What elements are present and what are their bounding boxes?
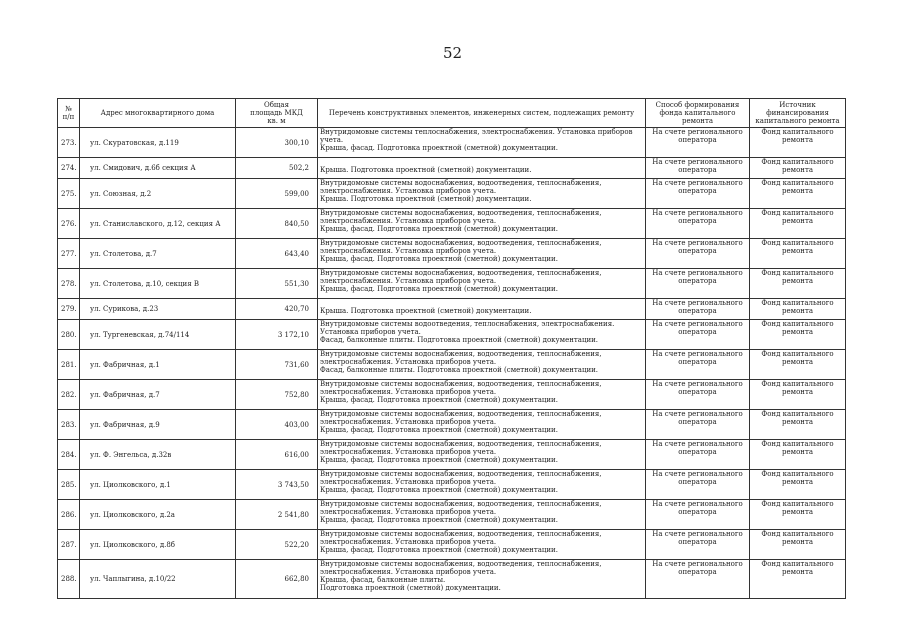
- row-area: 662,80: [236, 560, 318, 599]
- row-method-line: На счете регионального: [652, 179, 743, 187]
- header-line: Общая: [263, 101, 290, 109]
- row-works-line: электроснабжения. Установка приборов учета.: [320, 478, 497, 486]
- header-line: Перечень конструктивных элементов, инженерных систем, подлежащих ремонту: [328, 109, 635, 117]
- row-method-line: оператора: [678, 448, 717, 456]
- row-method: [646, 530, 750, 560]
- row-source: [750, 410, 846, 440]
- header-source: [750, 99, 846, 128]
- row-area: 420,70: [236, 299, 318, 320]
- row-address: ул. Циолковского, д.2а: [80, 500, 236, 530]
- row-source-line: ремонта: [782, 307, 813, 315]
- header-line: площадь МКД: [250, 109, 303, 117]
- row-works: [318, 269, 646, 299]
- row-method-line: оператора: [678, 328, 717, 336]
- row-address: ул. Столетова, д.10, секция В: [80, 269, 236, 299]
- row-address: ул. Фабричная, д.1: [80, 350, 236, 380]
- row-works-line: электроснабжения. Установка приборов учета.: [320, 358, 497, 366]
- row-number: 275.: [58, 179, 80, 209]
- table-row: [58, 269, 846, 299]
- row-works-line: Крыша, фасад. Подготовка проектной (сметной) документации.: [320, 225, 558, 233]
- row-works-line: Внутридомовые системы водоснабжения, водоотведения, теплоснабжения,: [320, 500, 602, 508]
- row-number: 285.: [58, 470, 80, 500]
- row-number: 278.: [58, 269, 80, 299]
- row-works: [318, 158, 646, 179]
- row-area: 752,80: [236, 380, 318, 410]
- row-method-line: оператора: [678, 478, 717, 486]
- row-source-line: ремонта: [782, 187, 813, 195]
- row-works: [318, 239, 646, 269]
- row-method-line: На счете регионального: [652, 410, 743, 418]
- row-address: ул. Сурикова, д.23: [80, 299, 236, 320]
- row-works: [318, 128, 646, 158]
- row-method-line: На счете регионального: [652, 269, 743, 277]
- row-address: ул. Циолковского, д.1: [80, 470, 236, 500]
- row-number: 277.: [58, 239, 80, 269]
- row-source: [750, 269, 846, 299]
- row-method-line: оператора: [678, 166, 717, 174]
- row-source: [750, 380, 846, 410]
- row-method-line: На счете регионального: [652, 128, 743, 136]
- row-works-line: Подготовка проектной (сметной) документации.: [320, 584, 501, 592]
- row-source-line: Фонд капитального: [761, 320, 834, 328]
- row-source-line: ремонта: [782, 166, 813, 174]
- row-source-line: ремонта: [782, 538, 813, 546]
- row-source-line: Фонд капитального: [761, 410, 834, 418]
- header-line: Способ формирования: [655, 101, 740, 109]
- row-works-line: электроснабжения. Установка приборов учета.: [320, 277, 497, 285]
- table-row: [58, 380, 846, 410]
- table-row: [58, 179, 846, 209]
- row-area: 616,00: [236, 440, 318, 470]
- table-row: [58, 158, 846, 179]
- header-line: кв. м: [267, 117, 286, 125]
- header-method: [646, 99, 750, 128]
- row-number: 281.: [58, 350, 80, 380]
- row-works-line: Внутридомовые системы водоснабжения, водоотведения, теплоснабжения,: [320, 410, 602, 418]
- table-row: [58, 470, 846, 500]
- header-line: Адрес многоквартирного дома: [100, 109, 215, 117]
- row-method-line: оператора: [678, 508, 717, 516]
- repair-program-table-wrap: [57, 98, 845, 599]
- row-method: [646, 158, 750, 179]
- row-method-line: На счете регионального: [652, 350, 743, 358]
- row-method: [646, 299, 750, 320]
- row-works: [318, 410, 646, 440]
- row-works-line: Внутридомовые системы водоснабжения, водоотведения, теплоснабжения,: [320, 179, 602, 187]
- row-method-line: оператора: [678, 358, 717, 366]
- row-works-line: Крыша. Подготовка проектной (сметной) документации.: [320, 307, 532, 315]
- table-row: [58, 128, 846, 158]
- table-row: [58, 299, 846, 320]
- row-source-line: ремонта: [782, 136, 813, 144]
- page-number: 52: [442, 44, 463, 62]
- row-source-line: ремонта: [782, 277, 813, 285]
- table-row: [58, 350, 846, 380]
- row-source: [750, 440, 846, 470]
- row-works-line: Внутридомовые системы теплоснабжения, электроснабжения. Установка приборов: [320, 128, 633, 136]
- row-method: [646, 209, 750, 239]
- row-works: [318, 320, 646, 350]
- row-method-line: оператора: [678, 568, 717, 576]
- row-source-line: Фонд капитального: [761, 380, 834, 388]
- row-works: [318, 470, 646, 500]
- row-area: 551,30: [236, 269, 318, 299]
- row-source: [750, 158, 846, 179]
- row-source-line: ремонта: [782, 388, 813, 396]
- row-address: ул. Союзная, д.2: [80, 179, 236, 209]
- row-number: 287.: [58, 530, 80, 560]
- table-header: [58, 99, 846, 128]
- row-method: [646, 239, 750, 269]
- row-method-line: На счете регионального: [652, 239, 743, 247]
- row-method-line: На счете регионального: [652, 380, 743, 388]
- row-method-line: оператора: [678, 388, 717, 396]
- row-works-line: Крыша, фасад. Подготовка проектной (сметной) документации.: [320, 285, 558, 293]
- row-method: [646, 410, 750, 440]
- row-source: [750, 530, 846, 560]
- table-row: [58, 209, 846, 239]
- row-works-line: Крыша. Подготовка проектной (сметной) документации.: [320, 166, 532, 174]
- row-source-line: ремонта: [782, 358, 813, 366]
- row-address: ул. Станиславского, д.12, секция А: [80, 209, 236, 239]
- row-number: 280.: [58, 320, 80, 350]
- row-works-line: электроснабжения. Установка приборов учета.: [320, 538, 497, 546]
- row-method-line: На счете регионального: [652, 158, 743, 166]
- row-address: ул. Столетова, д.7: [80, 239, 236, 269]
- row-source-line: ремонта: [782, 418, 813, 426]
- row-method: [646, 440, 750, 470]
- row-method-line: На счете регионального: [652, 500, 743, 508]
- row-area: 731,60: [236, 350, 318, 380]
- table-row: [58, 410, 846, 440]
- row-works-line: Внутридомовые системы водоснабжения, водоотведения, теплоснабжения,: [320, 530, 602, 538]
- table-row: [58, 440, 846, 470]
- row-method-line: оператора: [678, 538, 717, 546]
- row-number: 274.: [58, 158, 80, 179]
- row-method-line: оператора: [678, 217, 717, 225]
- row-works-line: электроснабжения. Установка приборов учета.: [320, 568, 497, 576]
- row-source-line: ремонта: [782, 247, 813, 255]
- row-works-line: Крыша. Подготовка проектной (сметной) документации.: [320, 195, 532, 203]
- header-address: [80, 99, 236, 128]
- row-method-line: На счете регионального: [652, 560, 743, 568]
- row-method-line: оператора: [678, 136, 717, 144]
- header-area: [236, 99, 318, 128]
- row-works-line: электроснабжения. Установка приборов учета.: [320, 418, 497, 426]
- row-works: [318, 299, 646, 320]
- row-source-line: ремонта: [782, 478, 813, 486]
- row-works-line: Крыша, фасад. Подготовка проектной (сметной) документации.: [320, 456, 558, 464]
- row-source-line: Фонд капитального: [761, 530, 834, 538]
- row-address: ул. Фабричная, д.9: [80, 410, 236, 440]
- row-works: [318, 350, 646, 380]
- row-works-line: Крыша, фасад. Подготовка проектной (сметной) документации.: [320, 144, 558, 152]
- row-source-line: Фонд капитального: [761, 179, 834, 187]
- row-source-line: Фонд капитального: [761, 470, 834, 478]
- row-works-line: учета.: [320, 136, 344, 144]
- row-source: [750, 299, 846, 320]
- row-works: [318, 380, 646, 410]
- row-number: 273.: [58, 128, 80, 158]
- row-works-line: электроснабжения. Установка приборов учета.: [320, 247, 497, 255]
- row-area: 522,20: [236, 530, 318, 560]
- row-method-line: оператора: [678, 307, 717, 315]
- header-line: фонда капитального: [659, 109, 736, 117]
- row-method-line: оператора: [678, 187, 717, 195]
- header-line: ремонта: [682, 117, 713, 125]
- row-number: 282.: [58, 380, 80, 410]
- table-row: [58, 320, 846, 350]
- row-address: ул. Фабричная, д.7: [80, 380, 236, 410]
- row-source-line: ремонта: [782, 448, 813, 456]
- row-source-line: Фонд капитального: [761, 299, 834, 307]
- row-method: [646, 179, 750, 209]
- row-works-line: Внутридомовые системы водоснабжения, водоотведения, теплоснабжения,: [320, 350, 602, 358]
- row-area: 643,40: [236, 239, 318, 269]
- row-works-line: Установка приборов учета.: [320, 328, 421, 336]
- row-works-line: Внутридомовые системы водоснабжения, водоотведения, теплоснабжения,: [320, 380, 602, 388]
- row-source-line: ремонта: [782, 508, 813, 516]
- row-works-line: Внутридомовые системы водоснабжения, водоотведения, теплоснабжения,: [320, 269, 602, 277]
- row-works-line: электроснабжения. Установка приборов учета.: [320, 448, 497, 456]
- row-number: 284.: [58, 440, 80, 470]
- row-works: [318, 440, 646, 470]
- row-works-line: Внутридомовые системы водоснабжения, водоотведения, теплоснабжения,: [320, 209, 602, 217]
- row-number: 283.: [58, 410, 80, 440]
- row-address: ул. Смидович, д.6б секция А: [80, 158, 236, 179]
- row-works-line: Крыша, фасад. Подготовка проектной (сметной) документации.: [320, 426, 558, 434]
- row-method-line: На счете регионального: [652, 299, 743, 307]
- row-method: [646, 470, 750, 500]
- row-source: [750, 560, 846, 599]
- repair-program-table: [57, 98, 846, 599]
- row-works-line: [320, 158, 643, 166]
- row-method: [646, 380, 750, 410]
- row-source-line: Фонд капитального: [761, 209, 834, 217]
- row-works-line: электроснабжения. Установка приборов учета.: [320, 508, 497, 516]
- row-works: [318, 500, 646, 530]
- row-method: [646, 269, 750, 299]
- row-method-line: оператора: [678, 418, 717, 426]
- row-area: 502,2: [236, 158, 318, 179]
- table-body: [58, 128, 846, 599]
- row-method-line: На счете регионального: [652, 320, 743, 328]
- table-row: [58, 239, 846, 269]
- header-line: №: [65, 105, 72, 113]
- row-address: ул. Ф. Энгельса, д.32в: [80, 440, 236, 470]
- row-source-line: Фонд капитального: [761, 440, 834, 448]
- row-method-line: оператора: [678, 247, 717, 255]
- row-source-line: ремонта: [782, 328, 813, 336]
- row-number: 276.: [58, 209, 80, 239]
- header-num: [58, 99, 80, 128]
- row-works-line: Фасад, балконные плиты. Подготовка проектной (сметной) документации.: [320, 366, 599, 374]
- header-row: [58, 99, 846, 128]
- row-source-line: Фонд капитального: [761, 500, 834, 508]
- row-method-line: оператора: [678, 277, 717, 285]
- row-works-line: Крыша, фасад, балконные плиты.: [320, 576, 446, 584]
- table-row: [58, 560, 846, 599]
- row-works-line: Внутридомовые системы водоотведения, теплоснабжения, электроснабжения.: [320, 320, 615, 328]
- row-source-line: Фонд капитального: [761, 239, 834, 247]
- row-works: [318, 209, 646, 239]
- row-source: [750, 320, 846, 350]
- row-source-line: Фонд капитального: [761, 128, 834, 136]
- row-method-line: На счете регионального: [652, 209, 743, 217]
- row-source-line: Фонд капитального: [761, 560, 834, 568]
- row-number: 286.: [58, 500, 80, 530]
- row-number: 279.: [58, 299, 80, 320]
- row-method: [646, 560, 750, 599]
- header-line: п/п: [62, 113, 75, 121]
- row-method: [646, 128, 750, 158]
- row-area: 599,00: [236, 179, 318, 209]
- row-works-line: Крыша, фасад. Подготовка проектной (сметной) документации.: [320, 516, 558, 524]
- row-source: [750, 350, 846, 380]
- row-area: 300,10: [236, 128, 318, 158]
- row-source-line: Фонд капитального: [761, 350, 834, 358]
- header-line: финансирования: [766, 109, 829, 117]
- row-works-line: Внутридомовые системы водоснабжения, водоотведения, теплоснабжения,: [320, 560, 602, 568]
- row-address: ул. Тургеневская, д.74/114: [80, 320, 236, 350]
- row-works: [318, 179, 646, 209]
- row-area: 840,50: [236, 209, 318, 239]
- row-address: ул. Чаплыгина, д.10/22: [80, 560, 236, 599]
- row-works-line: электроснабжения. Установка приборов учета.: [320, 187, 497, 195]
- row-source: [750, 209, 846, 239]
- row-works: [318, 530, 646, 560]
- row-method-line: На счете регионального: [652, 440, 743, 448]
- header-works: [318, 99, 646, 128]
- header-line: капитального ремонта: [755, 117, 840, 125]
- row-works-line: электроснабжения. Установка приборов учета.: [320, 217, 497, 225]
- row-method: [646, 500, 750, 530]
- row-method-line: На счете регионального: [652, 470, 743, 478]
- row-source: [750, 470, 846, 500]
- row-source: [750, 500, 846, 530]
- row-works: [318, 560, 646, 599]
- row-area: 3 172,10: [236, 320, 318, 350]
- row-method: [646, 320, 750, 350]
- row-works-line: Крыша, фасад. Подготовка проектной (сметной) документации.: [320, 486, 558, 494]
- row-number: 288.: [58, 560, 80, 599]
- row-works-line: Внутридомовые системы водоснабжения, водоотведения, теплоснабжения,: [320, 239, 602, 247]
- row-area: 403,00: [236, 410, 318, 440]
- row-source-line: Фонд капитального: [761, 269, 834, 277]
- row-works-line: Крыша, фасад. Подготовка проектной (сметной) документации.: [320, 396, 558, 404]
- table-row: [58, 530, 846, 560]
- row-area: 3 743,50: [236, 470, 318, 500]
- row-method: [646, 350, 750, 380]
- table-row: [58, 500, 846, 530]
- header-line: Источник: [779, 101, 816, 109]
- row-source-line: ремонта: [782, 217, 813, 225]
- row-address: ул. Циолковского, д.8б: [80, 530, 236, 560]
- row-source: [750, 239, 846, 269]
- row-area: 2 541,80: [236, 500, 318, 530]
- row-address: ул. Скуратовская, д.119: [80, 128, 236, 158]
- row-works-line: Внутридомовые системы водоснабжения, водоотведения, теплоснабжения,: [320, 470, 602, 478]
- row-method-line: На счете регионального: [652, 530, 743, 538]
- row-source: [750, 179, 846, 209]
- row-works-line: Крыша, фасад. Подготовка проектной (сметной) документации.: [320, 546, 558, 554]
- row-works-line: [320, 299, 643, 307]
- row-works-line: Внутридомовые системы водоснабжения, водоотведения, теплоснабжения,: [320, 440, 602, 448]
- row-source-line: Фонд капитального: [761, 158, 834, 166]
- row-works-line: Фасад, балконные плиты. Подготовка проектной (сметной) документации.: [320, 336, 599, 344]
- row-source: [750, 128, 846, 158]
- row-works-line: электроснабжения. Установка приборов учета.: [320, 388, 497, 396]
- row-source-line: ремонта: [782, 568, 813, 576]
- row-works-line: Крыша, фасад. Подготовка проектной (сметной) документации.: [320, 255, 558, 263]
